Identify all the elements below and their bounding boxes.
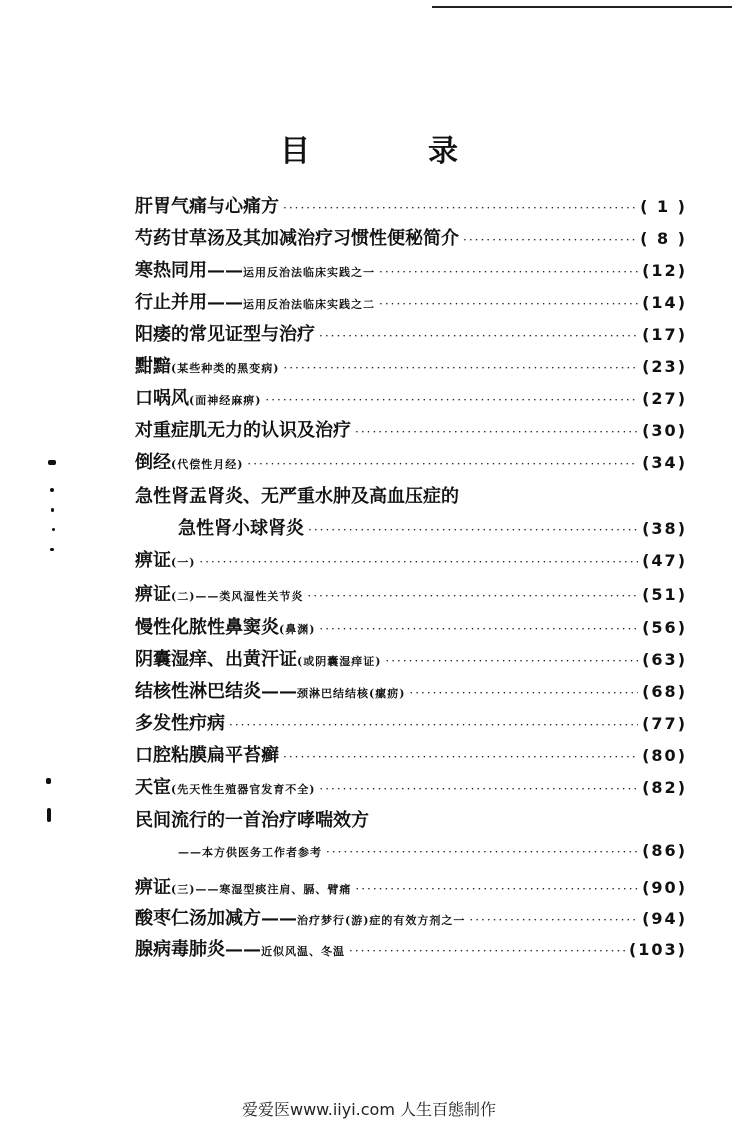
entry-page: (77) (642, 714, 687, 733)
entry-page: (14) (642, 293, 687, 312)
toc-entry-continuation[interactable] (178, 514, 687, 544)
leader-dots (349, 944, 625, 958)
toc-entry[interactable] (135, 773, 687, 803)
entry-title: 口㖞风 (135, 388, 189, 409)
toc-entry[interactable] (135, 384, 687, 414)
entry-page: (38) (642, 519, 687, 538)
scan-mark (48, 460, 56, 465)
entry-page: (30) (642, 421, 687, 440)
leader-dots (469, 913, 638, 927)
toc-entry[interactable] (135, 580, 687, 610)
entry-title: 慢性化脓性鼻窦炎 (135, 617, 279, 638)
entry-page: (27) (642, 389, 687, 408)
toc-entry[interactable] (135, 935, 687, 965)
leader-dots (319, 782, 638, 796)
entry-page: (90) (642, 878, 687, 897)
entry-page: (51) (642, 585, 687, 604)
leader-dots (355, 425, 638, 439)
entry-page: (12) (642, 261, 687, 280)
leader-dots (229, 718, 638, 732)
entry-title: 黚黯 (135, 356, 171, 377)
entry-page: ( 8 ) (640, 229, 687, 248)
leader-dots (355, 882, 638, 896)
leader-dots (379, 265, 638, 279)
entry-subtitle: 运用反治法临床实践之二 (243, 298, 375, 311)
leader-dots (319, 622, 638, 636)
entry-subtitle: ——本方供医务工作者参考 (178, 846, 322, 859)
toc-entry[interactable] (135, 288, 687, 318)
leader-dots (307, 589, 638, 603)
entry-title: 痹证 (135, 550, 171, 571)
leader-dots (326, 845, 638, 859)
entry-page: (80) (642, 746, 687, 765)
scan-mark (46, 778, 51, 784)
entry-subtitle: (鼻渊) (279, 623, 316, 636)
entry-subtitle: (三)——寒湿型痰注肩、膈、臂痛 (171, 883, 352, 896)
entry-page: (103) (628, 940, 687, 959)
entry-subtitle: (二)——类风湿性关节炎 (171, 590, 304, 603)
toc-entry[interactable] (135, 192, 687, 222)
leader-dots (379, 297, 638, 311)
entry-title: 痹证 (135, 877, 171, 898)
toc-entry[interactable] (135, 904, 687, 934)
leader-dots (199, 555, 638, 569)
leader-dots (265, 393, 638, 407)
scan-mark (50, 488, 54, 492)
toc-entry[interactable] (135, 448, 687, 478)
entry-page: (23) (642, 357, 687, 376)
entry-page: (68) (642, 682, 687, 701)
entry-page: (47) (642, 551, 687, 570)
entry-page: (56) (642, 618, 687, 637)
scan-mark (51, 508, 54, 512)
entry-title: 行止并用—— (135, 292, 243, 313)
leader-dots (283, 750, 638, 764)
scan-mark (50, 548, 54, 551)
toc-entry[interactable] (135, 416, 687, 446)
toc-entry[interactable] (135, 256, 687, 286)
entry-page: ( 1 ) (640, 197, 687, 216)
entry-title: 芍药甘草汤及其加减治疗习惯性便秘简介 (135, 228, 459, 249)
entry-title: 结核性淋巴结炎—— (135, 681, 297, 702)
entry-subtitle: (面神经麻痹) (189, 394, 262, 407)
toc-entry[interactable] (135, 677, 687, 707)
toc-entry[interactable] (135, 806, 687, 836)
entry-title: 痹证 (135, 584, 171, 605)
entry-page: (82) (642, 778, 687, 797)
toc-entry[interactable] (135, 224, 687, 254)
entry-subtitle: (或阴囊湿痒证) (297, 655, 382, 668)
entry-page: (17) (642, 325, 687, 344)
toc-entry[interactable] (135, 741, 687, 771)
entry-title: 天宦 (135, 777, 171, 798)
leader-dots (319, 329, 638, 343)
scan-mark (52, 528, 55, 531)
entry-page: (94) (642, 909, 687, 928)
entry-title: 阳痿的常见证型与治疗 (135, 324, 315, 345)
entry-title: 倒经 (135, 452, 171, 473)
toc-entry[interactable] (135, 352, 687, 382)
entry-title: 腺病毒肺炎—— (135, 939, 261, 960)
toc-entry[interactable] (135, 873, 687, 903)
entry-title: 急性肾小球肾炎 (178, 518, 304, 539)
entry-title: 民间流行的一首治疗哮喘效方 (135, 810, 369, 831)
entry-title: 急性肾盂肾炎、无严重水肿及高血压症的 (135, 486, 459, 507)
leader-dots (385, 654, 638, 668)
entry-title: 口腔粘膜扁平苔癣 (135, 745, 279, 766)
toc-entry[interactable] (135, 482, 687, 512)
toc-entry[interactable] (135, 709, 687, 739)
leader-dots (308, 523, 638, 537)
entry-page: (86) (642, 841, 687, 860)
toc-entry[interactable] (135, 546, 687, 576)
entry-subtitle: 运用反治法临床实践之一 (243, 266, 375, 279)
leader-dots (409, 686, 638, 700)
entry-title: 酸枣仁汤加减方—— (135, 908, 297, 929)
leader-dots (283, 201, 636, 215)
leader-dots (247, 457, 638, 471)
toc-entry[interactable] (135, 613, 687, 643)
entry-title: 多发性疖病 (135, 713, 225, 734)
entry-subtitle: 颈淋巴结结核(瘰疬) (297, 687, 406, 700)
leader-dots (463, 233, 636, 247)
entry-subtitle: (代偿性月经) (171, 458, 244, 471)
entry-subtitle: (一) (171, 556, 196, 569)
scan-mark (47, 808, 51, 822)
leader-dots (283, 361, 638, 375)
toc-entry-continuation[interactable] (178, 841, 687, 871)
entry-subtitle: 治疗梦行(游)症的有效方剂之一 (297, 914, 466, 927)
entry-subtitle: 近似风温、冬温 (261, 945, 345, 958)
entry-title: 寒热同用—— (135, 260, 243, 281)
toc-entry[interactable] (135, 645, 687, 675)
entry-title: 肝胃气痛与心痛方 (135, 196, 279, 217)
footer-watermark: 爱爱医www.iiyi.com 人生百態制作 (241, 1100, 497, 1119)
entry-page: (63) (642, 650, 687, 669)
page-title: 目 录 (280, 134, 502, 169)
toc-entry[interactable] (135, 320, 687, 350)
entry-subtitle: (某些种类的黑变病) (171, 362, 280, 375)
entry-title: 对重症肌无力的认识及治疗 (135, 420, 351, 441)
entry-page: (34) (642, 453, 687, 472)
entry-title: 阴囊湿痒、出黄汗证 (135, 649, 297, 670)
entry-subtitle: (先天性生殖器官发育不全) (171, 783, 316, 796)
